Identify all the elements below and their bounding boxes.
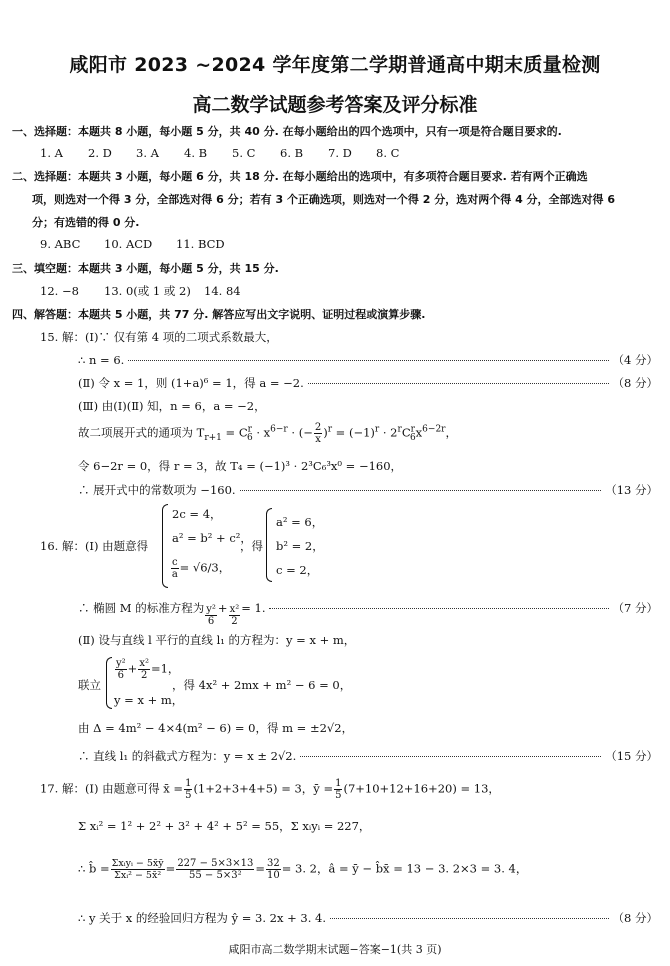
- section-4-heading: 四、解答题：本题共 5 小题，共 77 分. 解答应写出文字说明、证明过程或演算步骤.: [12, 308, 426, 321]
- q15-score-line: [78, 482, 658, 498]
- answer: 6. B: [280, 146, 304, 160]
- section-1-heading: 一、选择题：本题共 8 小题，每小题 5 分，共 40 分. 在每小题给出的四个选项中，只有一项是符合题目要求的.: [12, 125, 562, 138]
- score: （8 分）: [612, 911, 658, 925]
- answer: 8. C: [376, 146, 400, 160]
- q17-line: 17. 解：(Ⅰ) 由题意可得 x̄ = $\frac{1}{5}$ (1+2+3+4+5) = 3，ȳ = $\frac{1}{5}$ (7+10+12+16+20) = 13，: [40, 778, 500, 801]
- system-eq: $\frac{c}{a}$ = √6/3，: [171, 557, 231, 580]
- system-eq: a² = b² + c²，: [172, 531, 252, 545]
- system-eq: y = x + m，: [114, 693, 184, 707]
- answer: 3. A: [136, 146, 159, 160]
- answer: 11. BCD: [176, 237, 225, 251]
- system-brace: [106, 657, 112, 709]
- q16-line: ，得 4x² + 2mx + m² − 6 = 0，: [172, 678, 352, 692]
- q16-line: 由 Δ = 4m² − 4×4(m² − 6) = 0，得 m = ±2√2，: [78, 721, 354, 735]
- q17-slope: ∴ b̂ = $\frac{\text{Σxᵢyᵢ − 5x̄ȳ}}{\text{Σxᵢ² − 5x̄²}}$ = $\frac{227 - 5\times 3\times 13}{\text{55 − 5×3²}}$ = $\frac{32}{10}$ = 3. 2，â = ȳ − b̂x̄ = 13 − 3. 2×3 = 3. 4，: [78, 858, 528, 881]
- section-1-answers: [40, 146, 399, 160]
- answer: 10. ACD: [104, 237, 153, 251]
- answer: 7. D: [328, 146, 352, 160]
- q15-general-term: 故二项展开式的通项为 $T_{r+1} = C^r_6 \cdot x^{6-r}$ · (− $\frac{2}{x}$ )$^r = (-1)^r \cdot 2^rC^r_6x^{6-2r}$，: [78, 422, 457, 445]
- q16-score-line: [78, 748, 658, 764]
- score: （15 分）: [605, 749, 658, 763]
- answer: 14. 84: [204, 284, 241, 298]
- q16-lian: 联立: [78, 678, 101, 692]
- q17-line: Σ xᵢ² = 1² + 2² + 3² + 4² + 5² = 55，Σ xᵢyᵢ = 227，: [78, 819, 371, 833]
- q16-line: (Ⅱ) 设与直线 l 平行的直线 l₁ 的方程为：y = x + m，: [78, 633, 356, 647]
- section-2-text: 分；有选错的得 0 分.: [32, 216, 140, 229]
- system-eq: 2c = 4，: [172, 507, 222, 521]
- answer: 1. A: [40, 146, 63, 160]
- system-eq: c = 2，: [276, 563, 319, 577]
- page-title: 咸阳市 2023 ~2024 学年度第二学期普通高中期末质量检测: [69, 54, 601, 76]
- score: （7 分）: [612, 601, 658, 615]
- q16-score-line: ∴ 椭圆 M 的标准方程为 $\frac{\text{y²}}{6}$ + $\frac{\text{x²}}{2}$ = 1. （7 分）: [78, 601, 658, 627]
- q16-label: 16. 解：(Ⅰ) 由题意得: [40, 539, 149, 553]
- system-brace: [162, 504, 168, 588]
- q16-text: ∴ 直线 l₁ 的斜截式方程为：y = x ± 2√2.: [78, 749, 297, 763]
- q16-text: ∴ 椭圆 M 的标准方程为: [78, 601, 205, 615]
- q15-score-line: [78, 375, 658, 391]
- section-2-answers: [40, 237, 225, 251]
- q15-text: ∴ n = 6.: [78, 353, 125, 367]
- q15-line: (Ⅲ) 由(Ⅰ)(Ⅱ) 知，n = 6，a = −2，: [78, 399, 266, 413]
- answer: 5. C: [232, 146, 256, 160]
- q17-score-line: [78, 910, 658, 926]
- answer: 12. −8: [40, 284, 79, 298]
- score: （8 分）: [612, 376, 658, 390]
- q16-get: ，得: [240, 539, 263, 553]
- q17-text: ∴ y 关于 x 的经验回归方程为 ŷ = 3. 2x + 3. 4.: [78, 911, 326, 925]
- q15-score-line: [78, 352, 658, 368]
- section-2-heading: 二、选择题：本题共 3 小题，每小题 6 分，共 18 分. 在每小题给出的选项中，有多项符合题目要求. 若有两个正确选: [12, 170, 588, 183]
- answer: 13. 0(或 1 或 2): [104, 284, 191, 298]
- q15-line: 15. 解：(Ⅰ)∵ 仅有第 4 项的二项式系数最大，: [40, 330, 278, 344]
- system-brace: [266, 508, 272, 582]
- section-3-answers: [40, 283, 241, 299]
- system-eq: a² = 6，: [276, 515, 324, 529]
- system-eq: b² = 2，: [276, 539, 324, 553]
- score: （13 分）: [605, 483, 658, 497]
- q15-text: ∴ 展开式中的常数项为 −160.: [78, 483, 236, 497]
- system-eq: $\frac{\text{y²}}{6}$ + $\frac{\text{x²}}{2}$ =1，: [116, 658, 180, 681]
- answer: 2. D: [88, 146, 112, 160]
- section-3-heading: 三、填空题：本题共 3 小题，每小题 5 分，共 15 分.: [12, 262, 279, 275]
- score: （4 分）: [612, 353, 658, 367]
- answer: 9. ABC: [40, 237, 81, 251]
- page-subtitle: 高二数学试题参考答案及评分标准: [192, 94, 478, 116]
- page-footer: 咸阳市高二数学期末试题−答案−1(共 3 页): [228, 943, 442, 956]
- section-2-text: 项，则选对一个得 3 分，全部选对得 6 分；若有 3 个正确选项，则选对一个得 2 分，选对两个得 4 分，全部选对得 6: [32, 193, 616, 206]
- q15-line: 令 6−2r = 0，得 r = 3，故 T₄ = (−1)³ · 2³C₆³x⁰ = −160，: [78, 459, 403, 473]
- answer: 4. B: [184, 146, 208, 160]
- q15-text: (Ⅱ) 令 x = 1，则 (1+a)⁶ = 1，得 a = −2.: [78, 376, 304, 390]
